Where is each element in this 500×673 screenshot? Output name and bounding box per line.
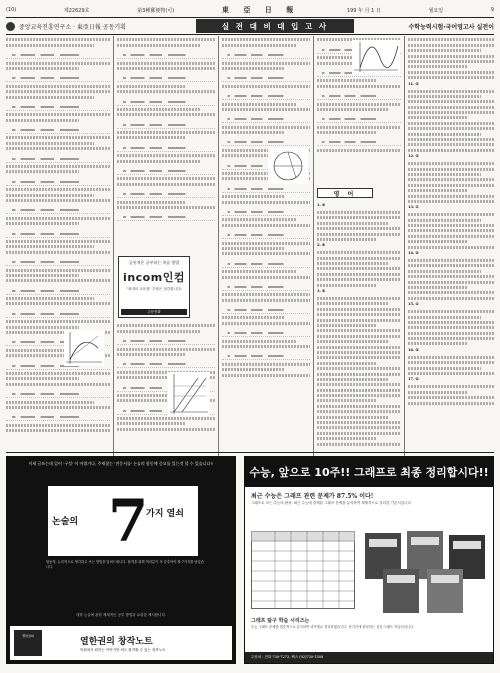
english-answer: 1. ② (317, 203, 326, 207)
incom-ad-phone: 주문전화 (121, 309, 187, 315)
english-column-2 (408, 36, 494, 454)
curve-diagram (352, 40, 400, 74)
math-column-2 (117, 36, 215, 252)
graph-ad-bottom-title: 그래프 탐구 학습 시리즈는 (251, 618, 310, 624)
issue-number: 제22629호 (63, 7, 90, 14)
graph-diagram (64, 330, 104, 366)
essay-ad-title-b: 가지 열쇠 (146, 509, 184, 519)
column-divider (404, 36, 405, 456)
institute-name: 중앙교육진흥연구소 · 東亞日報 공동기획 (19, 24, 126, 31)
section-rule (6, 34, 494, 35)
paper-name: 東 亞 日 報 (221, 5, 300, 14)
graph-book-ad[interactable] (244, 456, 494, 664)
column-divider (313, 36, 314, 456)
graph-ad-bottom-text: 수능 그래프 문제를 집중적으로 분석하여 과목별로 정리하였습니다. 단기간에 완성하는 실전 그래프 학습서입니다. (251, 625, 415, 629)
graph-ad-headline: 수능, 앞으로 10주!! 그래프로 최종 정리합시다!! (245, 457, 493, 487)
weekday: 월요일 (428, 7, 444, 14)
page-number-right: 9 (490, 7, 494, 13)
incom-ad-tagline: 공통적은 공부하는 학습 방법 (128, 260, 180, 265)
essay-ad-body: 합동적, 논리적으로 생각하고 쓰는 방법을 알려드립니다. 합격을 위해 여러분이 꼭 갖추어야 할 7가지를 담았습니다. (46, 560, 204, 569)
essay-ad-title-a: 논술의 (52, 517, 79, 527)
page-number-left: (10) (6, 7, 17, 13)
column-divider (113, 36, 114, 456)
incom-ad[interactable] (118, 256, 190, 318)
creative-note-ad[interactable] (10, 626, 232, 660)
incom-ad-brand: incom인컴 (123, 271, 185, 284)
incom-ad-sub: "최대의 교육점" 부담은 절감합니다! (126, 287, 182, 291)
creative-note-title: 열한권의 창작노트 (80, 637, 153, 647)
essay-ad-headline: 이제 글쓰는데 있어 '구성' 이 어렵거나, 주제찾는 '전문서를' 논술의 합동에 중요를 있는것 할 수 있습니다!! (28, 461, 214, 466)
english-answer: 16. ③ (408, 347, 419, 352)
english-answer: 13. ① (408, 205, 419, 210)
english-section-title: 영 어 (317, 188, 373, 198)
english-answer: 17. ② (408, 377, 419, 382)
graph-ad-sub: 최근 수능은 그래프 관련 문제가 87.5% 이다! (251, 493, 374, 500)
creative-note-sub: 학원에서 원하는 이야기만 써도 합격할 수 있는 창작노트 (80, 648, 166, 652)
graph-ad-books (361, 529, 489, 615)
english-answer: 12. ③ (408, 154, 419, 159)
math-column-1 (6, 36, 110, 454)
institute-logo-icon (6, 22, 15, 31)
publish-date: 199 年 月 1 日 (346, 7, 381, 14)
english-column-1 (317, 201, 401, 455)
mail-class: 第3種郵便物(可) (137, 7, 175, 14)
essay-ad-footer: 대학 논술에 관한 체계적인 공부 방법과 요령을 제시합니다. (75, 613, 167, 617)
section-right-title: 수학능력시험·국어영고사 실전이 (408, 24, 494, 31)
masthead-rule (6, 17, 494, 18)
english-answer: 14. ② (408, 251, 419, 256)
english-answer: 11. ③ (408, 81, 419, 86)
institute-header (6, 20, 196, 33)
section-banner: 실 전 대 비 대 입 고 사 (196, 19, 354, 33)
creative-note-badge: 열한권의 (14, 630, 42, 656)
graph-ad-table (251, 531, 355, 609)
english-answer: 15. ① (408, 302, 419, 307)
graph-ad-sub2: 그래프로 보는 수능의 완성. 최근 수능에 출제된 그래프 문제를 분석하여 체계적으로 정리한 기본서입니다. (251, 501, 412, 505)
english-answer: 2. ④ (317, 243, 326, 248)
essay-ad-numeral: 7 (108, 487, 149, 555)
math-column-3 (222, 36, 310, 454)
column-divider (218, 36, 219, 456)
grid-diagram (168, 372, 210, 416)
essay-ad-title-block (48, 486, 198, 556)
essay-book-ad[interactable] (6, 456, 236, 664)
circle-diagram (268, 148, 308, 184)
english-answer: 3. ② (317, 289, 326, 294)
graph-ad-footer: 주문처 : 전화 730-7273, 팩스 (02)730-1508 (245, 652, 493, 663)
ads-rule (6, 452, 494, 453)
masthead (6, 3, 494, 17)
